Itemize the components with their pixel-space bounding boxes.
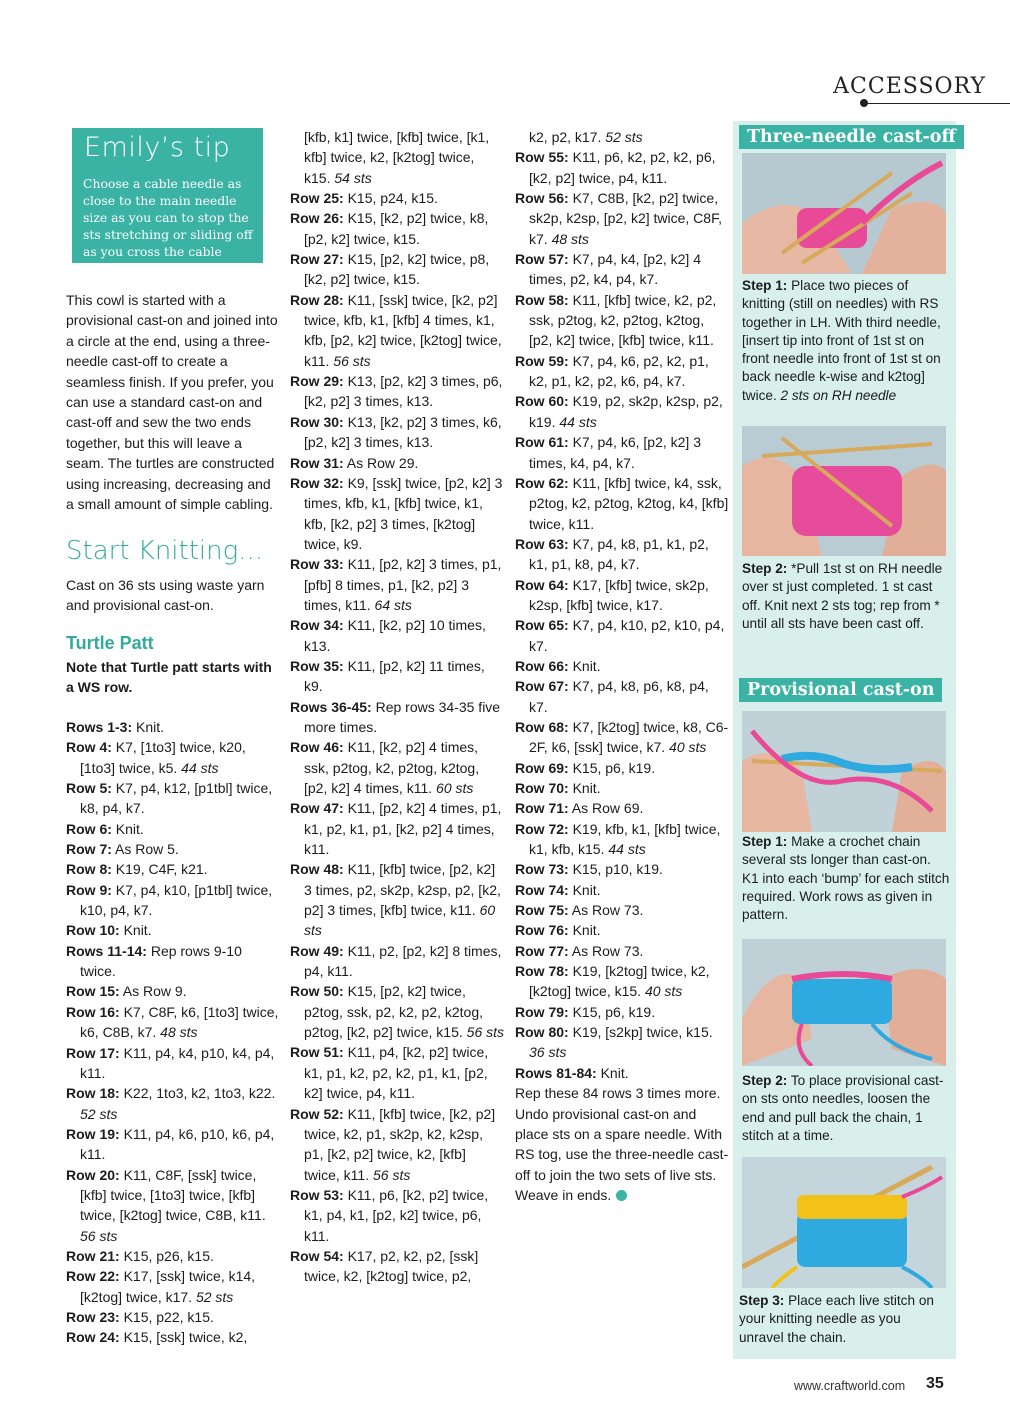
row-instruction: K11, [p2, k2] 3 times, p1, [pfb] 8 times, p1, [k2, p2] 3 times, k11. (304, 556, 502, 613)
pattern-row (66, 1327, 280, 1347)
pattern-row (290, 1104, 504, 1185)
pattern-row (515, 676, 729, 717)
row-label: Row 27: (290, 251, 344, 268)
row-instruction: K11, p6, [k2, p2] twice, k1, p4, k1, [p2, k2] twice, p6, k11. (304, 1186, 489, 1244)
pattern-row (66, 920, 280, 940)
row-instruction: K17, [kfb] twice, sk2p, k2sp, [kfb] twice, k17. (529, 576, 709, 613)
row-label: Row 46: (290, 739, 344, 756)
prov-step1-label: Step 1: (742, 834, 788, 849)
row-label: Row 22: (66, 1268, 120, 1285)
pattern-row (515, 1002, 729, 1022)
provisional-step1-photo (742, 711, 946, 832)
pattern-row (515, 778, 729, 798)
row-instruction: K7, p4, k8, p6, k8, p4, k7. (529, 678, 709, 715)
row-instruction: K11, [kfb] twice, k4, ssk, p2tog, k2, p2tog, k2tog, k4, [kfb] twice, k11. (529, 474, 729, 532)
pattern-column-3 (515, 127, 729, 1205)
row-instruction: K15, [p2, k2] twice, p2tog, ssk, p2, k2, p2, k2tog, p2tog, [k2, p2] twice, k15. (304, 983, 483, 1041)
row-label: Row 50: (290, 983, 344, 1000)
row-label: Row 76: (515, 922, 569, 939)
row-label: Row 74: (515, 881, 569, 898)
row-label: Row 63: (515, 535, 569, 552)
row-label: Row 53: (290, 1186, 344, 1203)
row-instruction: K11, [kfb] twice, [p2, k2] 3 times, p2, sk2p, k2sp, p2, [k2, p2] 3 times, [kfb] twice, k11. (304, 861, 501, 919)
pattern-row (290, 249, 504, 290)
row-instruction: K11, [p2, k2] 4 times, p1, k1, p2, k1, p1, [k2, p2] 4 times, k11. (304, 800, 502, 858)
row-label: Row 55: (515, 149, 569, 166)
row-label: Row 62: (515, 474, 569, 491)
row-label: Row 71: (515, 800, 569, 817)
row-label: Row 17: (66, 1044, 120, 1061)
pattern-row (515, 880, 729, 900)
pattern-row (66, 778, 280, 819)
provisional-step3-photo (742, 1157, 946, 1288)
row-instruction: K7, p4, k12, [p1tbl] twice, k8, p4, k7. (80, 780, 273, 817)
row-instruction: K19, [s2kp] twice, k15. (568, 1024, 713, 1041)
row-label: Row 54: (290, 1247, 344, 1264)
three-needle-title: Three-needle cast-off (739, 125, 964, 149)
row-instruction: K7, p4, k10, [p1tbl] twice, k10, p4, k7. (80, 881, 273, 919)
pattern-row (290, 615, 504, 656)
row-label: Row 33: (290, 556, 344, 573)
row-label: Row 52: (290, 1105, 344, 1122)
row-instruction: K11, [k2, p2] 4 times, ssk, p2tog, k2, p2tog, k2tog, [p2, k2] 4 times, k11. (304, 739, 480, 796)
pattern-row (290, 127, 504, 188)
row-label: Row 30: (290, 413, 344, 430)
row-instruction: K17, p2, k2, p2, [ssk] twice, k2, [k2tog] twice, p2, (304, 1247, 479, 1285)
row-instruction: K15, p6, k19. (568, 759, 656, 776)
row-label: Row 24: (66, 1329, 120, 1346)
pattern-row (515, 290, 729, 351)
row-label: Row 49: (290, 942, 344, 959)
row-instruction: K11, [p2, k2] 11 times, k9. (304, 657, 485, 695)
pattern-row (290, 554, 504, 615)
pattern-row (515, 147, 729, 188)
section-rule (864, 103, 1010, 104)
pattern-row (515, 717, 729, 758)
pattern-row (515, 1022, 729, 1063)
prov-step1-text: Make a crochet chain several sts longer than cast-on. K1 into each ‘bump’ for each stitch required. Work rows as given in pattern. (742, 834, 950, 923)
row-label: Row 8: (66, 861, 112, 878)
pattern-row (515, 615, 729, 656)
row-instruction: K15, [p2, k2] twice, p8, [k2, p2] twice, k15. (304, 251, 490, 288)
row-instruction: Knit. (568, 881, 601, 898)
row-label: Row 78: (515, 963, 569, 980)
row-label: Rows 1-3: (66, 719, 133, 735)
three-needle-step2 (742, 560, 950, 633)
row-stitch-count: 48 sts (547, 230, 589, 247)
row-stitch-count: 52 sts (80, 1105, 118, 1122)
row-stitch-count: 52 sts (601, 129, 643, 145)
row-instruction: K19, p2, sk2p, k2sp, p2, k19. (529, 393, 723, 430)
pattern-row (290, 188, 504, 208)
row-instruction: As Row 69. (568, 800, 644, 817)
tip-title: Emily’s tip (84, 132, 231, 163)
turtle-patt-heading: Turtle Patt (66, 633, 154, 653)
pattern-row (290, 1185, 504, 1246)
row-instruction: K15, [k2, p2] twice, k8, [p2, k2] twice, k15. (304, 210, 489, 247)
pattern-row (66, 717, 280, 737)
pattern-row (66, 839, 280, 859)
row-label: Row 32: (290, 474, 344, 491)
row-instruction: K7, C8F, k6, [1to3] twice, k6, C8B, k7. (80, 1003, 279, 1041)
three-needle-step2-photo (742, 426, 946, 556)
pattern-row (290, 981, 504, 1042)
row-label: Row 60: (515, 393, 569, 410)
row-label: Row 26: (290, 210, 344, 227)
pattern-row (290, 290, 504, 371)
row-label: Row 29: (290, 373, 344, 390)
row-instruction: K11, p4, k6, p10, k6, p4, k11. (80, 1125, 275, 1163)
row-instruction: Knit. (568, 780, 601, 796)
pattern-row (515, 941, 729, 961)
row-instruction: K7, [k2tog] twice, k8, C6-2F, k6, [ssk] twice, k7. (529, 718, 729, 756)
pattern-row (515, 127, 729, 147)
ending-text: Undo provisional cast-on and place sts on a spare needle. With RS tog, use the three-needle cast-off to join the two sets of live sts. Weave in ends. (515, 1105, 729, 1203)
row-label: Row 48: (290, 861, 344, 878)
row-instruction: K9, [ssk] twice, [p2, k2] 3 times, kfb, k1, [kfb] twice, k1, kfb, [k2, p2] 3 times, [k2tog] twice, k9. (304, 474, 503, 552)
row-instruction: K11, p2, [p2, k2] 8 times, p4, k11. (304, 942, 502, 980)
row-label: Row 28: (290, 291, 344, 308)
row-label: Row 9: (66, 881, 112, 898)
pattern-row (290, 208, 504, 249)
row-label: Row 10: (66, 922, 120, 939)
ending-paragraph (515, 1104, 729, 1206)
pattern-row (290, 798, 504, 859)
row-instruction: Knit. (568, 657, 601, 674)
cast-on-paragraph (66, 575, 278, 616)
pattern-column-1 (66, 717, 280, 1348)
pattern-row (66, 981, 280, 1001)
pattern-row (515, 391, 729, 432)
row-instruction: As Row 29. (343, 454, 419, 471)
row-instruction: Knit. (119, 922, 152, 939)
row-label: Row 15: (66, 983, 120, 1000)
step1-sts: 2 sts on RH needle (776, 387, 897, 403)
row-instruction: K15, p22, k15. (119, 1308, 214, 1325)
pattern-row (290, 697, 504, 738)
provisional-step3 (739, 1292, 947, 1347)
pattern-row (66, 1246, 280, 1266)
row-instruction: Rep rows 34-35 five more times. (304, 698, 501, 735)
row-stitch-count: 52 sts (192, 1288, 234, 1305)
pattern-row (290, 656, 504, 697)
pattern-row (515, 575, 729, 616)
row-label: Row 67: (515, 678, 569, 695)
row-label: Row 68: (515, 718, 569, 735)
row-label: Row 61: (515, 434, 569, 451)
footer-url[interactable]: www.craftworld.com (794, 1379, 906, 1393)
row-instruction: K11, [k2, p2] 10 times, k13. (304, 617, 486, 654)
step1-text: Place two pieces of knitting (still on needles) with RS together in LH. With third needle, [insert tip into front of 1st st on front needle into front of 1st st on back needle k-wise and k2tog] twice. (742, 278, 941, 403)
row-instruction: K22, 1to3, k2, 1to3, k22. (119, 1085, 276, 1102)
cast-on-text: Cast on 36 sts using waste yarn and provisional cast-on. (66, 577, 265, 614)
pattern-row (66, 1083, 280, 1124)
row-instruction: K13, [p2, k2] 3 times, p6, [k2, p2] 3 times, k13. (304, 373, 503, 410)
row-instruction: K15, p24, k15. (343, 190, 438, 207)
technique-panel (733, 121, 956, 1359)
row-stitch-count: 44 sts (177, 759, 219, 776)
pattern-row (515, 473, 729, 534)
row-label: Row 34: (290, 617, 344, 634)
row-label: Row 57: (515, 251, 569, 268)
pattern-row (515, 961, 729, 1002)
three-needle-step1 (742, 277, 950, 405)
row-instruction: K19, C4F, k21. (111, 861, 208, 878)
row-stitch-count: 44 sts (555, 413, 597, 430)
row-instruction: Knit. (596, 1064, 629, 1081)
tip-text: Choose a cable needle as close to the main needle size as you can to stop the sts stretching or sliding off as you cross the cable (83, 176, 253, 259)
row-stitch-count: 56 sts (329, 352, 371, 369)
prov-step2-label: Step 2: (742, 1073, 788, 1088)
patt-note: Note that Turtle patt starts with a WS row. (66, 659, 272, 696)
pattern-row (515, 249, 729, 290)
row-label: Rows 11-14: (66, 942, 147, 959)
row-instruction: K11, p6, k2, p2, k2, p6, [k2, p2] twice, p4, k11. (529, 149, 716, 186)
row-instruction: K7, p4, k8, p1, k1, p2, k1, p1, k8, p4, k7. (529, 535, 709, 573)
row-instruction: Rep rows 9-10 twice. (80, 942, 242, 980)
pattern-row (66, 880, 280, 921)
row-instruction: K17, [ssk] twice, k14, [k2tog] twice, k17. (80, 1268, 256, 1305)
ending-paragraph (515, 1083, 729, 1103)
page-number: 35 (926, 1375, 944, 1392)
row-label: Row 18: (66, 1085, 120, 1102)
row-stitch-count: 48 sts (156, 1024, 198, 1041)
pattern-row (515, 920, 729, 940)
row-stitch-count: 60 sts (432, 780, 474, 796)
pattern-row (66, 1266, 280, 1307)
pattern-row (515, 859, 729, 879)
pattern-row (66, 1165, 280, 1246)
pattern-row (515, 1063, 729, 1083)
row-label: Row 66: (515, 657, 569, 674)
pattern-row (66, 1307, 280, 1327)
pattern-row (515, 798, 729, 818)
provisional-step2-photo (742, 939, 946, 1066)
row-instruction: As Row 73. (568, 902, 644, 919)
row-instruction: As Row 73. (568, 942, 644, 959)
row-instruction: k2, p2, k17. (529, 129, 602, 145)
row-instruction: K7, p4, k6, [p2, k2] 3 times, k4, p4, k7. (529, 434, 701, 471)
pattern-row (290, 453, 504, 473)
intro-text: This cowl is started with a provisional cast-on and joined into a circle at the end, using a three-needle cast-off to create a seamless finish. If you prefer, you can use a standard cast-on and cast-off and sew the two ends together, but this will leave a seam. The turtles are constructed using increasing, decreasing and a small amount of simple cabling. (66, 292, 278, 513)
pattern-row (515, 188, 729, 249)
provisional-step1 (742, 833, 950, 924)
pattern-row (515, 351, 729, 392)
pattern-row (515, 819, 729, 860)
pattern-row (515, 432, 729, 473)
row-instruction: [kfb, k1] twice, [kfb] twice, [k1, kfb] twice, k2, [k2tog] twice, k15. (304, 129, 490, 186)
row-label: Row 20: (66, 1166, 120, 1183)
row-label: Row 4: (66, 739, 112, 756)
pattern-column-2 (290, 127, 504, 1287)
pattern-row (66, 1002, 280, 1043)
pattern-row (290, 371, 504, 412)
row-label: Row 64: (515, 576, 569, 593)
prov-step2-text: To place provisional cast-on sts onto needles, loosen the end and pull back the chain, 1 stitch at a time. (742, 1073, 944, 1143)
pattern-row (515, 534, 729, 575)
provisional-step2 (742, 1072, 950, 1145)
intro-paragraph (66, 290, 278, 514)
pattern-row (290, 412, 504, 453)
pattern-row (66, 819, 280, 839)
row-label: Rows 36-45: (290, 698, 372, 715)
row-instruction: K11, [kfb] twice, [k2, p2] twice, k2, p1, sk2p, k2, k2sp, p1, [k2, p2] twice, k2, [kfb] twice, k11. (304, 1105, 496, 1183)
row-instruction: Knit. (132, 719, 165, 735)
row-instruction: K15, p26, k15. (119, 1247, 214, 1264)
row-label: Row 31: (290, 454, 344, 471)
row-stitch-count: 54 sts (330, 169, 372, 186)
pattern-row (290, 1246, 504, 1287)
row-stitch-count: 56 sts (369, 1166, 411, 1183)
row-instruction: K13, [k2, p2] 3 times, k6, [p2, k2] 3 times, k13. (304, 413, 502, 451)
row-label: Row 7: (66, 841, 112, 858)
row-instruction: K15, [ssk] twice, k2, (119, 1329, 248, 1346)
start-knitting-heading: Start Knitting... (66, 536, 264, 566)
pattern-row (290, 1042, 504, 1103)
row-label: Row 6: (66, 820, 112, 837)
row-instruction: K15, p6, k19. (568, 1003, 656, 1020)
row-label: Row 59: (515, 352, 569, 369)
row-instruction: K19, kfb, k1, [kfb] twice, k1, kfb, k15. (529, 820, 721, 858)
row-label: Row 25: (290, 190, 344, 207)
pattern-row (66, 737, 280, 778)
row-instruction: K7, p4, k6, p2, k2, p1, k2, p1, k2, p2, k6, p4, k7. (529, 352, 709, 390)
row-label: Row 56: (515, 190, 569, 207)
three-needle-step1-photo (742, 153, 946, 274)
row-label: Row 16: (66, 1003, 120, 1020)
row-stitch-count: 36 sts (529, 1044, 567, 1061)
row-label: Row 19: (66, 1125, 120, 1142)
pattern-row (66, 859, 280, 879)
tip-box (72, 128, 263, 263)
row-stitch-count: 64 sts (370, 596, 412, 613)
row-instruction: K7, p4, k10, p2, k10, p4, k7. (529, 617, 725, 654)
pattern-row (66, 1124, 280, 1165)
row-stitch-count: 44 sts (604, 841, 646, 858)
row-label: Row 5: (66, 780, 112, 797)
row-stitch-count: 60 sts (304, 902, 496, 939)
row-stitch-count: 40 sts (641, 983, 683, 1000)
row-label: Row 47: (290, 800, 344, 817)
row-instruction: Knit. (568, 922, 601, 939)
pattern-row (290, 859, 504, 940)
pattern-row (66, 1043, 280, 1084)
row-label: Row 79: (515, 1003, 569, 1020)
pattern-row (290, 941, 504, 982)
row-label: Row 58: (515, 291, 569, 308)
row-label: Row 65: (515, 617, 569, 634)
row-label: Row 70: (515, 780, 569, 796)
row-instruction: K7, C8B, [k2, p2] twice, sk2p, k2sp, [p2, k2] twice, C8F, k7. (529, 190, 722, 247)
ending-text: Rep these 84 rows 3 times more. (515, 1085, 721, 1102)
row-instruction: K11, p4, k4, p10, k4, p4, k11. (80, 1044, 275, 1081)
row-label: Row 73: (515, 861, 569, 878)
row-stitch-count: 56 sts (80, 1227, 118, 1244)
provisional-title: Provisional cast-on (739, 678, 942, 702)
pattern-row (515, 656, 729, 676)
row-label: Row 72: (515, 820, 569, 837)
row-instruction: Knit. (111, 820, 144, 837)
row-label: Row 75: (515, 902, 569, 919)
row-instruction: K19, [k2tog] twice, k2, [k2tog] twice, k15. (529, 963, 710, 1000)
pattern-row (66, 941, 280, 982)
pattern-row (290, 473, 504, 554)
pattern-row (290, 737, 504, 798)
row-label: Row 23: (66, 1308, 120, 1325)
ball-of-yarn-icon (616, 1190, 627, 1201)
row-label: Rows 81-84: (515, 1064, 597, 1081)
row-stitch-count: 56 sts (462, 1024, 505, 1041)
step2-text: *Pull 1st st on RH needle over st just completed. 1 st cast off. Knit next 2 sts tog; rep from * until all sts have been cast off. (742, 561, 943, 631)
row-label: Row 80: (515, 1024, 569, 1041)
step2-label: Step 2: (742, 561, 788, 576)
section-label: ACCESSORY (833, 74, 986, 99)
row-label: Row 51: (290, 1044, 344, 1061)
pattern-row (515, 758, 729, 778)
row-stitch-count: 40 sts (665, 739, 707, 756)
row-label: Row 35: (290, 657, 344, 674)
row-instruction: K11, C8F, [ssk] twice, [kfb] twice, [1to3] twice, [kfb] twice, [k2tog] twice, C8B, k11. (80, 1166, 266, 1224)
row-instruction: K15, p10, k19. (568, 861, 663, 878)
row-label: Row 69: (515, 759, 569, 776)
section-tag (833, 74, 1010, 104)
row-instruction: K11, [ssk] twice, [k2, p2] twice, kfb, k1, [kfb] 4 times, k1, kfb, [p2, k2] twice, [k2tog] twice, k11. (304, 291, 502, 369)
row-instruction: As Row 9. (119, 983, 187, 1000)
prov-step3-text: Place each live stitch on your knitting needle as you unravel the chain. (739, 1293, 934, 1345)
row-label: Row 21: (66, 1247, 120, 1264)
row-instruction: K7, p4, k4, [p2, k2] 4 times, p2, k4, p4, k7. (529, 251, 701, 288)
row-instruction: As Row 5. (111, 841, 179, 858)
row-instruction: K7, [1to3] twice, k20, [1to3] twice, k5. (80, 739, 246, 776)
row-label: Row 77: (515, 942, 569, 959)
step1-label: Step 1: (742, 278, 788, 293)
pattern-row (515, 900, 729, 920)
prov-step3-label: Step 3: (739, 1293, 785, 1308)
row-instruction: K11, p4, [k2, p2] twice, k1, p1, k2, p2, k2, p1, k1, [p2, k2] twice, p4, k11. (304, 1044, 489, 1102)
row-instruction: K11, [kfb] twice, k2, p2, ssk, p2tog, k2, p2tog, k2tog, [p2, k2] twice, [kfb] twice, k11. (529, 291, 717, 349)
